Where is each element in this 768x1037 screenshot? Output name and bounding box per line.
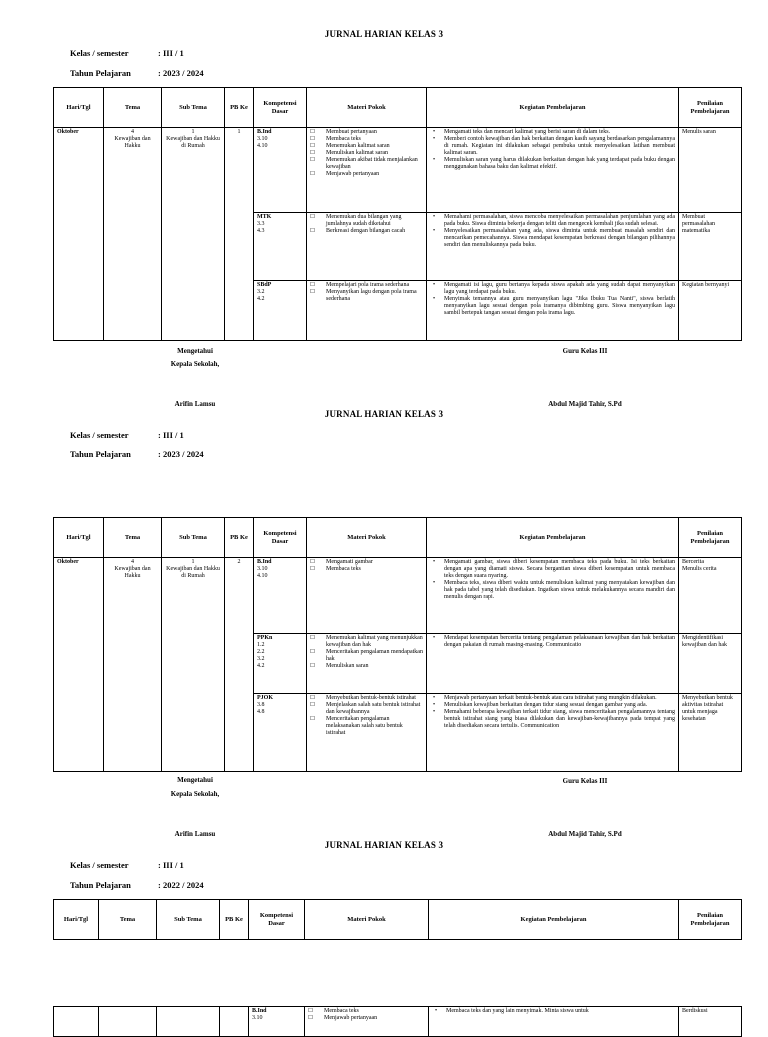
subtema-cell: 1 Kewajiban dan Hakku di Rumah [162, 128, 225, 341]
kd-codes: 1.2 2.2 3.2 4.2 [257, 642, 265, 669]
materi-cell [307, 558, 427, 634]
header-kegiatan: Kegiatan Pembelajaran [427, 518, 679, 558]
materi-item: ☐ Membaca teks [308, 1008, 425, 1015]
kegiatan-cell [427, 281, 679, 341]
penilaian-cell [679, 694, 742, 772]
journal-1-header-row [54, 88, 742, 128]
penilaian-cell [679, 213, 742, 281]
journal-3-table-continued [53, 1006, 742, 1037]
penilaian-cell [679, 128, 742, 213]
pb-cell [220, 1007, 249, 1037]
penilaian-cell [679, 634, 742, 694]
materi-item: ☐ Menceritakan pengalaman melaksanakan salah satu bentuk istirahat [310, 716, 423, 737]
kegiatan-cell [427, 558, 679, 634]
kd-cell [254, 281, 307, 341]
kegiatan-item: • Membaca teks dan yang lain menyimak. Minta siswa untuk [432, 1008, 675, 1015]
journal-1-sig-kepsek-name: Arifin Lamsu [174, 400, 216, 408]
pb-cell: 1 [225, 128, 254, 341]
journal-1-row-bind [54, 128, 742, 213]
header-kd: Kompetensi Dasar [254, 518, 307, 558]
journal-2-sig-guru: Guru Kelas III [562, 777, 608, 785]
journal-2-tahun-value: : 2023 / 2024 [158, 449, 204, 459]
journal-3-tahun-value: : 2022 / 2024 [158, 880, 204, 890]
materi-cell [305, 1007, 429, 1037]
kd-cell [254, 694, 307, 772]
materi-cell [307, 281, 427, 341]
header-kd: Kompetensi Dasar [249, 900, 305, 940]
journal-2-table [53, 517, 742, 772]
journal-1-title: JURNAL HARIAN KELAS 3 [324, 29, 444, 39]
journal-2-title: JURNAL HARIAN KELAS 3 [324, 409, 444, 419]
journal-3-table [53, 899, 742, 940]
header-hari: Hari/Tgl [54, 900, 99, 940]
kegiatan-item: • Mengamati teks dan mencari kalimat yang berisi saran di dalam teks. [430, 129, 675, 136]
header-subtema: Sub Tema [157, 900, 220, 940]
kd-cell [254, 213, 307, 281]
journal-1-sig-guru-name: Abdul Majid Tahir, S.Pd [548, 400, 622, 408]
header-subtema: Sub Tema [162, 518, 225, 558]
penilaian-item: Menulis cerita [682, 566, 717, 572]
journal-1-kelas-value: : III / 1 [158, 48, 184, 58]
kegiatan-item: • Memahami beberapa kewajiban terkait tidur siang, siswa menceritakan pengalamannya tentang bentuk istirahat siang yang biasa dilakukan dan kewajiban-kewajibannya pada tempat yang telah disediakan secara tertulis. Communication [430, 709, 675, 730]
journal-3-row-bind [54, 1007, 742, 1037]
kd-codes: 3.8 4.8 [257, 702, 265, 715]
penilaian-cell [679, 558, 742, 634]
subtema-cell [157, 1007, 220, 1037]
materi-item: ☐ Menemukan kalimat yang menunjukkan kewajiban dan hak [310, 635, 423, 649]
kegiatan-cell [427, 213, 679, 281]
materi-item: ☐ Menuliskan saran [310, 663, 423, 670]
kegiatan-item: • Mendapat kesempatan bercerita tentang pengalaman pelaksanaan kewajiban dan hak berkaitan dengan pakaian di rumah masing-masing. Communicatio [430, 635, 675, 649]
subject-name: MTK [257, 214, 272, 220]
subject-name: SBdP [257, 282, 272, 288]
materi-cell [307, 694, 427, 772]
penilaian-cell [679, 1007, 742, 1037]
header-pb: PB Ke [225, 88, 254, 128]
header-pb: PB Ke [220, 900, 249, 940]
journal-2-tahun-label: Tahun Pelajaran [70, 449, 131, 459]
journal-2-sig-mengetahui: Mengetahui [177, 776, 213, 784]
journal-1-table [53, 87, 742, 341]
kd-cell [254, 558, 307, 634]
materi-item: ☐ Membuat pertanyaan [310, 129, 423, 136]
journal-3-header-row [54, 900, 742, 940]
kd-cell [254, 634, 307, 694]
penilaian-cell [679, 281, 742, 341]
journal-3-kelas-label: Kelas / semester [70, 860, 129, 870]
header-materi: Materi Pokok [307, 518, 427, 558]
header-tema: Tema [104, 518, 162, 558]
materi-item: ☐ Menjelaskan salah satu bentuk istirahat dan kewajibannya [310, 702, 423, 716]
tema-cell [99, 1007, 157, 1037]
materi-item: ☐ Menemukan dua bilangan yang jumlahnya sudah diketahui [310, 214, 423, 228]
journal-1-sig-mengetahui: Mengetahui [177, 347, 213, 355]
kegiatan-item: • Menuliskan kewajiban berkaitan dengan tidur siang sesuai dengan gambar yang ada. [430, 702, 675, 709]
materi-item: ☐ Menemukan kalimat saran [310, 143, 423, 150]
penilaian-item: Kegiatan bernyanyi [682, 282, 730, 288]
journal-3-kelas-value: : III / 1 [158, 860, 184, 870]
materi-item: ☐ Mengamati gambar [310, 559, 423, 566]
journal-2-sig-kepsek: Kepala Sekolah, [170, 790, 220, 798]
kd-cell [254, 128, 307, 213]
kegiatan-item: • Menjawab pertanyaan terkait bentuk-bentuk atau cara istirahat yang mungkin dilakukan. [430, 695, 675, 702]
header-tema: Tema [104, 88, 162, 128]
journal-2-kelas-label: Kelas / semester [70, 430, 129, 440]
tema-cell: 4 Kewajiban dan Hakku [104, 558, 162, 772]
header-subtema: Sub Tema [162, 88, 225, 128]
materi-item: ☐ Menuliskan kalimat saran [310, 150, 423, 157]
header-kegiatan: Kegiatan Pembelajaran [427, 88, 679, 128]
subtema-cell: 1 Kewajiban dan Hakku di Rumah [162, 558, 225, 772]
journal-3-tahun-label: Tahun Pelajaran [70, 880, 131, 890]
subject-name: B.Ind [257, 129, 272, 135]
journal-2-sig-guru-name: Abdul Majid Tahir, S.Pd [548, 830, 622, 838]
materi-cell [307, 128, 427, 213]
materi-item: ☐ Berkreasi dengan bilangan cacah [310, 228, 423, 235]
penilaian-item: Membuat permasalahan matematika [682, 214, 715, 234]
journal-3-title: JURNAL HARIAN KELAS 3 [324, 840, 444, 850]
penilaian-item: Berdiskusi [682, 1008, 708, 1014]
day-cell [54, 1007, 99, 1037]
kegiatan-item: • Membaca teks, siswa diberi waktu untuk menuliskan kalimat yang menyatakan kewajiban dan hak pada tabel yang telah disediakan. Ingatkan siswa untuk melakukannya secara mandiri dan menulis dengan rapi. [430, 580, 675, 601]
materi-item: ☐ Menjawab pertanyaan [310, 171, 423, 178]
materi-item: ☐ Membaca teks [310, 566, 423, 573]
header-kd: Kompetensi Dasar [254, 88, 307, 128]
day-cell: Oktober [54, 128, 104, 341]
materi-cell [307, 634, 427, 694]
tema-cell: 4 Kewajiban dan Hakku [104, 128, 162, 341]
materi-item: ☐ Menceritakan pengalaman mendapatkan hak [310, 649, 423, 663]
pb-cell: 2 [225, 558, 254, 772]
day-cell: Oktober [54, 558, 104, 772]
kegiatan-item: • Menyelesaikan permasalahan yang ada, siswa diminta untuk membuat masalah sendiri dan mencarikan pemecahannya. Siswa mendapat kesempatan berkreasi dengan bilangan pilihannya sendiri dan menuliskannya pada buku. [430, 228, 675, 249]
kd-codes: 3.2 4.2 [257, 289, 265, 302]
header-materi: Materi Pokok [305, 900, 429, 940]
materi-item: ☐ Menyanyikan lagu dengan pola irama sederhana [310, 289, 423, 303]
header-penilaian: Penilaian Pembelajaran [679, 518, 742, 558]
materi-item: ☐ Mempelajari pola irama sederhana [310, 282, 423, 289]
journal-1-sig-guru: Guru Kelas III [562, 347, 608, 355]
header-tema: Tema [99, 900, 157, 940]
journal-2-sig-kepsek-name: Arifin Lamsu [174, 830, 216, 838]
header-materi: Materi Pokok [307, 88, 427, 128]
kegiatan-item: • Memahami permasalahan, siswa mencoba menyelesaikan permasalahan penjumlahan yang ada pada buku. Siswa diminta bekerja dengan teliti dan mengecek kembali jika sudah selesai. [430, 214, 675, 228]
kd-cell [249, 1007, 305, 1037]
header-penilaian: Penilaian Pembelajaran [679, 88, 742, 128]
kegiatan-cell [429, 1007, 679, 1037]
journal-1-kelas-label: Kelas / semester [70, 48, 129, 58]
header-pb: PB Ke [225, 518, 254, 558]
journal-1-tahun-label: Tahun Pelajaran [70, 68, 131, 78]
kegiatan-item: • Memberi contoh kewajiban dan hak berkaitan dengan kasih sayang berdasarkan pengalamannya di rumah. Kegiatan ini dilakukan sebagai pembuka untuk menyelesaikan latihan membuat kalimat saran. [430, 136, 675, 157]
kegiatan-item: • Menyimak temannya atau guru menyanyikan lagu "Jika Ibuku Tua Nanti", siswa berlatih menyanyikan lagu sesuai dengan pola iramanya dibimbing guru. Siswa menyanyikan lagu sambil bertepuk tangan sesuai dengan pola irama lagu. [430, 296, 675, 317]
materi-item: ☐ Menjawab pertanyaan [308, 1015, 425, 1022]
materi-item: ☐ Menyebutkan bentuk-bentuk istirahat [310, 695, 423, 702]
subject-name: B.Ind [252, 1008, 267, 1014]
journal-1-sig-kepsek: Kepala Sekolah, [170, 360, 220, 368]
header-penilaian: Penilaian Pembelajaran [679, 900, 742, 940]
penilaian-item: Mengidentifikasi kewajiban dan hak [682, 635, 727, 648]
penilaian-item: Menyebutkan bentuk aktivitas istirahat untuk menjaga kesehatan [682, 695, 733, 722]
penilaian-item: Menulis saran [682, 129, 716, 135]
materi-item: ☐ Menemukan akibat tidak menjalankan kewajiban [310, 157, 423, 171]
materi-item: ☐ Membaca teks [310, 136, 423, 143]
header-hari: Hari/Tgl [54, 518, 104, 558]
kegiatan-item: • Mengamati isi lagu, guru bertanya kepada siswa apakah ada yang sudah dapat menyanyikan lagu yang terdapat pada buku. [430, 282, 675, 296]
materi-cell [307, 213, 427, 281]
subject-name: PPKn [257, 635, 273, 641]
subject-name: PJOK [257, 695, 273, 701]
kd-codes: 3.10 4.10 [257, 566, 268, 579]
kegiatan-cell [427, 694, 679, 772]
kd-codes: 3.10 4.10 [257, 136, 268, 149]
kd-codes: 3.10 [252, 1015, 263, 1021]
journal-2-row-bind [54, 558, 742, 634]
header-kegiatan: Kegiatan Pembelajaran [429, 900, 679, 940]
kegiatan-item: • Memuliskan saran yang harus dilakukan berkaitan dengan hak yang terdapat pada buku dengan menggunakan bahasa baku dan kalimat efektif. [430, 157, 675, 171]
kegiatan-cell [427, 128, 679, 213]
kegiatan-cell [427, 634, 679, 694]
kd-codes: 3.3 4.3 [257, 221, 265, 234]
journal-2-header-row [54, 518, 742, 558]
journal-1-tahun-value: : 2023 / 2024 [158, 68, 204, 78]
penilaian-item: Bercerita [682, 559, 704, 565]
header-hari: Hari/Tgl [54, 88, 104, 128]
journal-2-kelas-value: : III / 1 [158, 430, 184, 440]
kegiatan-item: • Mengamati gambar, siswa diberi kesempatan membaca teks pada buku. Isi teks berkaitan dengan apa yang diamati siswa. Secara bergantian siswa diberi kesempatan untuk membaca teks dengan suara nyaring. [430, 559, 675, 580]
subject-name: B.Ind [257, 559, 272, 565]
